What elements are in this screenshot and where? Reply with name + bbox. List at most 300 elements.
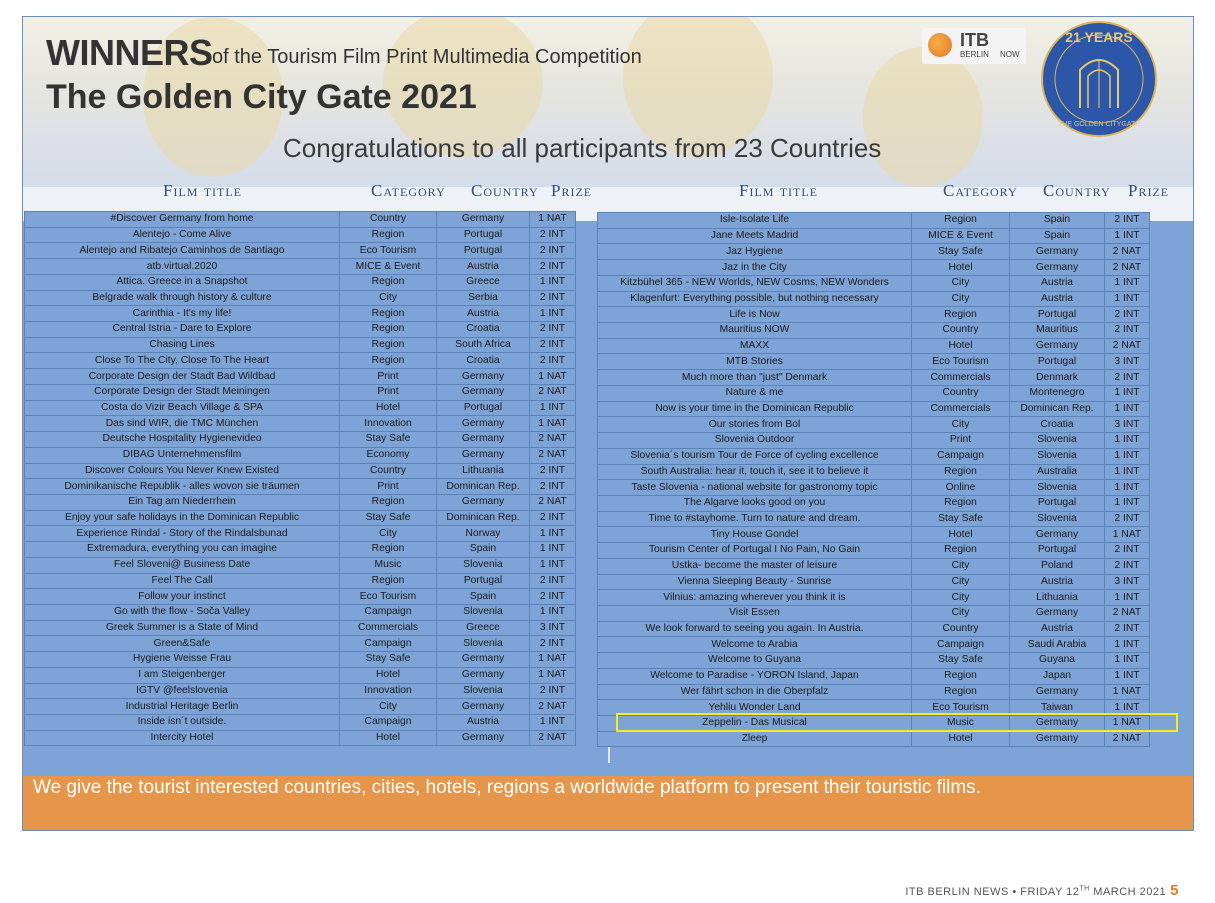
film-title-cell: Slovenia Outdoor (598, 433, 912, 449)
film-title-cell: Now is your time in the Dominican Republic (598, 401, 912, 417)
film-title-cell: Attica. Greece in a Snapshot (25, 274, 340, 290)
category-cell: Eco Tourism (912, 700, 1010, 716)
prize-cell: 2 NAT (530, 447, 576, 463)
film-title-cell: Jane Meets Madrid (598, 228, 912, 244)
film-title-cell: Vienna Sleeping Beauty - Sunrise (598, 574, 912, 590)
category-cell: Innovation (340, 416, 437, 432)
film-title-cell: South Australia: hear it, touch it, see it to believe it (598, 464, 912, 480)
table-row (25, 243, 576, 259)
country-cell: Norway (437, 526, 530, 542)
prize-cell: 3 INT (1105, 354, 1150, 370)
table-row (598, 511, 1150, 527)
category-cell: Hotel (912, 338, 1010, 354)
col-header-prize-right: Prize (1128, 181, 1170, 200)
country-cell: Serbia (437, 290, 530, 306)
itb-logo-now: NOW (1000, 50, 1020, 59)
country-cell: Germany (1010, 527, 1105, 543)
prize-cell: 1 NAT (1105, 527, 1150, 543)
category-cell: Print (912, 433, 1010, 449)
country-cell: Dominican Rep. (437, 510, 530, 526)
film-title-cell: Much more than "just" Denmark (598, 370, 912, 386)
category-cell: City (912, 275, 1010, 291)
film-title-cell: Chasing Lines (25, 337, 340, 353)
table-row (25, 699, 576, 715)
film-title-cell: Follow your instinct (25, 589, 340, 605)
table-row (598, 495, 1150, 511)
prize-cell: 2 INT (530, 683, 576, 699)
prize-cell: 2 INT (530, 322, 576, 338)
col-header-category-left: Category (371, 181, 446, 200)
prize-cell: 1 INT (530, 306, 576, 322)
film-title-cell: Hygiene Weisse Frau (25, 652, 340, 668)
category-cell: Campaign (912, 448, 1010, 464)
table-row (25, 322, 576, 338)
title-winners: WINNERS (46, 32, 213, 73)
category-cell: Region (912, 495, 1010, 511)
country-cell: Germany (437, 432, 530, 448)
prize-cell: 1 NAT (1105, 684, 1150, 700)
country-cell: Denmark (1010, 370, 1105, 386)
table-row (598, 370, 1150, 386)
prize-cell: 1 INT (530, 542, 576, 558)
table-row (598, 605, 1150, 621)
film-title-cell: Enjoy your safe holidays in the Dominican Republic (25, 510, 340, 526)
country-cell: Germany (437, 369, 530, 385)
country-cell: Germany (437, 652, 530, 668)
category-cell: Region (340, 306, 437, 322)
prize-cell: 2 INT (530, 589, 576, 605)
country-cell: Austria (1010, 291, 1105, 307)
country-cell: Montenegro (1010, 385, 1105, 401)
table-row (25, 447, 576, 463)
film-title-cell: Slovenia´s tourism Tour de Force of cycling excellence (598, 448, 912, 464)
film-title-cell: Carinthia - It's my life! (25, 306, 340, 322)
category-cell: Region (912, 213, 1010, 229)
category-cell: Campaign (340, 636, 437, 652)
category-cell: City (912, 590, 1010, 606)
prize-cell: 2 INT (1105, 213, 1150, 229)
film-title-cell: Costa do Vizir Beach Village & SPA (25, 400, 340, 416)
category-cell: MICE & Event (912, 228, 1010, 244)
category-cell: Country (912, 621, 1010, 637)
prize-cell: 3 INT (530, 620, 576, 636)
country-cell: Portugal (1010, 307, 1105, 323)
category-cell: Campaign (912, 637, 1010, 653)
film-title-cell: Klagenfurt: Everything possible, but nothing necessary (598, 291, 912, 307)
category-cell: Region (340, 274, 437, 290)
film-title-cell: Vilnius: amazing wherever you think it is (598, 590, 912, 606)
film-title-cell: Welcome to Paradise - YORON Island, Japan (598, 668, 912, 684)
film-title-cell: Corporate Design der Stadt Meiningen (25, 384, 340, 400)
film-title-cell: IGTV @feelslovenia (25, 683, 340, 699)
seal-years-text: 21 YEARS (1065, 29, 1133, 45)
country-cell: Austria (437, 306, 530, 322)
country-cell: Taiwan (1010, 700, 1105, 716)
country-cell: Slovenia (1010, 480, 1105, 496)
country-cell: Slovenia (437, 683, 530, 699)
film-title-cell: Corporate Design der Stadt Bad Wildbad (25, 369, 340, 385)
category-cell: Commercials (912, 370, 1010, 386)
country-cell: Slovenia (1010, 448, 1105, 464)
prize-cell: 2 INT (530, 636, 576, 652)
table-row (25, 667, 576, 683)
country-cell: Spain (1010, 228, 1105, 244)
highlighted-row-box (616, 713, 1178, 732)
category-cell: Commercials (912, 401, 1010, 417)
table-row (25, 526, 576, 542)
country-cell: Slovenia (1010, 433, 1105, 449)
prize-cell: 2 NAT (1105, 338, 1150, 354)
table-row (25, 306, 576, 322)
table-row (598, 558, 1150, 574)
country-cell: Germany (437, 699, 530, 715)
country-cell: Portugal (437, 400, 530, 416)
category-cell: Eco Tourism (340, 243, 437, 259)
table-row (598, 684, 1150, 700)
film-title-cell: Green&Safe (25, 636, 340, 652)
table-row (25, 510, 576, 526)
prize-cell: 2 INT (530, 290, 576, 306)
prize-cell: 1 NAT (530, 667, 576, 683)
prize-cell: 1 NAT (530, 212, 576, 228)
prize-cell: 2 INT (1105, 543, 1150, 559)
film-title-cell: Zleep (598, 731, 912, 747)
prize-cell: 3 INT (1105, 417, 1150, 433)
country-cell: Germany (1010, 605, 1105, 621)
film-title-cell: Zeppelin - Das Musical (598, 716, 912, 732)
film-title-cell: Feel The Call (25, 573, 340, 589)
table-row (598, 637, 1150, 653)
seal-name-text: THE GOLDEN CITYGATE (1058, 121, 1140, 128)
film-title-cell: The Algarve looks good on you (598, 495, 912, 511)
title-subtitle: of the Tourism Film Print Multimedia Competition (212, 46, 642, 68)
prize-cell: 1 NAT (530, 369, 576, 385)
category-cell: Region (340, 542, 437, 558)
country-cell: Portugal (1010, 354, 1105, 370)
table-row (25, 227, 576, 243)
prize-cell: 1 INT (530, 526, 576, 542)
publication-info: ITB BERLIN NEWS • FRIDAY 12 (905, 886, 1080, 898)
prize-cell: 2 INT (530, 337, 576, 353)
category-cell: Innovation (340, 683, 437, 699)
country-cell: Portugal (437, 243, 530, 259)
itb-logo-berlin: BERLIN (960, 50, 989, 59)
country-cell: Lithuania (1010, 590, 1105, 606)
country-cell: Slovenia (437, 604, 530, 620)
film-title-cell: Experience Rindal - Story of the Rindalsbunad (25, 526, 340, 542)
category-cell: Hotel (340, 730, 437, 746)
category-cell: Hotel (912, 731, 1010, 747)
film-title-cell: Life is Now (598, 307, 912, 323)
table-row (25, 400, 576, 416)
col-header-category-right: Category (943, 181, 1018, 200)
table-row (25, 259, 576, 275)
table-row (598, 590, 1150, 606)
country-cell: Germany (437, 447, 530, 463)
prize-cell: 1 INT (530, 274, 576, 290)
film-title-cell: Tourism Center of Portugal I No Pain, No Gain (598, 543, 912, 559)
table-row (25, 353, 576, 369)
country-cell: Mauritius (1010, 323, 1105, 339)
congratulations-text: Congratulations to all participants from 23 Countries (283, 133, 882, 163)
prize-cell: 2 INT (1105, 511, 1150, 527)
table-row (598, 417, 1150, 433)
prize-cell: 2 NAT (530, 494, 576, 510)
publication-date: MARCH 2021 (1089, 886, 1167, 898)
film-title-cell: MAXX (598, 338, 912, 354)
category-cell: Print (340, 369, 437, 385)
table-row (25, 715, 576, 731)
golden-citygate-seal (1040, 20, 1158, 138)
film-title-cell: Taste Slovenia - national website for gastronomy topic (598, 480, 912, 496)
col-header-country-right: Country (1043, 181, 1111, 200)
film-title-cell: Our stories from Bol (598, 417, 912, 433)
film-title-cell: Deutsche Hospitality Hygienevideo (25, 432, 340, 448)
table-row (598, 323, 1150, 339)
category-cell: City (912, 574, 1010, 590)
country-cell: Poland (1010, 558, 1105, 574)
country-cell: Portugal (437, 573, 530, 589)
country-cell: Slovenia (437, 557, 530, 573)
category-cell: City (912, 605, 1010, 621)
category-cell: Country (340, 212, 437, 228)
category-cell: Hotel (340, 667, 437, 683)
category-cell: City (340, 526, 437, 542)
country-cell: Greece (437, 620, 530, 636)
table-row (598, 354, 1150, 370)
category-cell: City (340, 699, 437, 715)
film-title-cell: Tiny House Gondel (598, 527, 912, 543)
category-cell: Music (912, 716, 1010, 732)
film-title-cell: Inside isn´t outside. (25, 715, 340, 731)
prize-cell: 2 INT (530, 479, 576, 495)
category-cell: Stay Safe (340, 432, 437, 448)
country-cell: Slovenia (437, 636, 530, 652)
prize-cell: 2 INT (530, 353, 576, 369)
category-cell: City (912, 558, 1010, 574)
country-cell: Germany (1010, 716, 1105, 732)
country-cell: Germany (1010, 244, 1105, 260)
table-row (598, 244, 1150, 260)
prize-cell: 2 INT (530, 463, 576, 479)
country-cell: Germany (1010, 260, 1105, 276)
prize-cell: 1 INT (1105, 668, 1150, 684)
table-row (598, 574, 1150, 590)
film-title-cell: Ustka- become the master of leisure (598, 558, 912, 574)
film-title-cell: Kitzbühel 365 - NEW Worlds, NEW Cosms, NEW Wonders (598, 275, 912, 291)
footer-text: We give the tourist interested countries, cities, hotels, regions a worldwide platform to present their touristic films. (33, 777, 981, 798)
category-cell: Economy (340, 447, 437, 463)
table-row (25, 494, 576, 510)
country-cell: Germany (437, 730, 530, 746)
table-row (25, 212, 576, 228)
globe-icon (928, 33, 952, 57)
film-title-cell: Discover Colours You Never Knew Existed (25, 463, 340, 479)
film-title-cell: Jaz Hygiene (598, 244, 912, 260)
prize-cell: 2 NAT (530, 730, 576, 746)
table-row (598, 291, 1150, 307)
table-row (598, 260, 1150, 276)
table-row (25, 290, 576, 306)
page-number: 5 (1170, 882, 1179, 899)
country-cell: Saudi Arabia (1010, 637, 1105, 653)
category-cell: City (340, 290, 437, 306)
prize-cell: 1 INT (1105, 480, 1150, 496)
prize-cell: 1 INT (530, 400, 576, 416)
table-row (25, 384, 576, 400)
col-header-prize-left: Prize (551, 181, 593, 200)
table-row (25, 683, 576, 699)
country-cell: Germany (437, 667, 530, 683)
category-cell: Stay Safe (340, 510, 437, 526)
table-row (598, 543, 1150, 559)
table-row (25, 730, 576, 746)
table-row (598, 653, 1150, 669)
country-cell: Austria (437, 715, 530, 731)
country-cell: Germany (437, 494, 530, 510)
country-cell: Austria (437, 259, 530, 275)
film-title-cell: #Discover Germany from home (25, 212, 340, 228)
table-row (25, 636, 576, 652)
prize-cell: 2 NAT (1105, 731, 1150, 747)
film-title-cell: Close To The City, Close To The Heart (25, 353, 340, 369)
table-row (598, 401, 1150, 417)
table-row (598, 448, 1150, 464)
country-cell: Australia (1010, 464, 1105, 480)
prize-cell: 2 INT (530, 259, 576, 275)
film-title-cell: Mauritius NOW (598, 323, 912, 339)
film-title-cell: DIBAG Unternehmensfilm (25, 447, 340, 463)
table-row (25, 557, 576, 573)
category-cell: Campaign (340, 715, 437, 731)
category-cell: Commercials (340, 620, 437, 636)
prize-cell: 1 INT (1105, 590, 1150, 606)
winners-table-left (24, 211, 575, 746)
prize-cell: 2 INT (1105, 307, 1150, 323)
category-cell: Hotel (912, 527, 1010, 543)
prize-cell: 1 INT (1105, 275, 1150, 291)
country-cell: Germany (1010, 338, 1105, 354)
category-cell: Region (912, 668, 1010, 684)
category-cell: Country (912, 385, 1010, 401)
category-cell: Music (340, 557, 437, 573)
country-cell: South Africa (437, 337, 530, 353)
category-cell: Eco Tourism (340, 589, 437, 605)
category-cell: Hotel (340, 400, 437, 416)
table-row (25, 274, 576, 290)
film-title-cell: Welcome to Arabia (598, 637, 912, 653)
film-title-cell: Dominikanische Republik - alles wovon sie träumen (25, 479, 340, 495)
category-cell: Region (912, 307, 1010, 323)
table-row (598, 307, 1150, 323)
table-row (25, 620, 576, 636)
category-cell: Stay Safe (912, 653, 1010, 669)
table-row (25, 337, 576, 353)
film-title-cell: Isle-Isolate Life (598, 213, 912, 229)
table-row (598, 621, 1150, 637)
itb-logo (922, 28, 1026, 64)
category-cell: Stay Safe (912, 511, 1010, 527)
table-row (25, 463, 576, 479)
country-cell: Lithuania (437, 463, 530, 479)
film-title-cell: Time to #stayhome. Turn to nature and dream. (598, 511, 912, 527)
category-cell: Print (340, 384, 437, 400)
category-cell: Eco Tourism (912, 354, 1010, 370)
film-title-cell: Greek Summer is a State of Mind (25, 620, 340, 636)
prize-cell: 1 INT (1105, 653, 1150, 669)
prize-cell: 1 INT (530, 557, 576, 573)
category-cell: Region (340, 573, 437, 589)
prize-cell: 1 NAT (1105, 716, 1150, 732)
prize-cell: 2 NAT (530, 384, 576, 400)
table-row (598, 433, 1150, 449)
country-cell: Germany (437, 384, 530, 400)
film-title-cell: Das sind WIR, die TMC München (25, 416, 340, 432)
film-title-cell: Alentejo - Come Alive (25, 227, 340, 243)
page-footer (905, 882, 1179, 899)
col-header-film-left: Film title (163, 181, 243, 200)
country-cell: Japan (1010, 668, 1105, 684)
film-title-cell: Visit Essen (598, 605, 912, 621)
prize-cell: 1 INT (530, 604, 576, 620)
table-row (25, 432, 576, 448)
category-cell: Region (912, 464, 1010, 480)
category-cell: Country (912, 323, 1010, 339)
country-cell: Portugal (437, 227, 530, 243)
country-cell: Germany (1010, 684, 1105, 700)
table-row (598, 668, 1150, 684)
film-title-cell: Belgrade walk through history & culture (25, 290, 340, 306)
country-cell: Spain (437, 589, 530, 605)
prize-cell: 1 INT (1105, 637, 1150, 653)
country-cell: Greece (437, 274, 530, 290)
category-cell: Stay Safe (340, 652, 437, 668)
col-header-film-right: Film title (739, 181, 819, 200)
country-cell: Germany (437, 416, 530, 432)
decorative-background (863, 47, 983, 187)
table-row (598, 527, 1150, 543)
category-cell: City (912, 417, 1010, 433)
prize-cell: 2 NAT (530, 432, 576, 448)
table-row (598, 385, 1150, 401)
prize-cell: 2 INT (1105, 323, 1150, 339)
winners-table-right (597, 212, 1149, 747)
category-cell: MICE & Event (340, 259, 437, 275)
film-title-cell: Ein Tag am Niederrhein (25, 494, 340, 510)
table-row (598, 480, 1150, 496)
film-title-cell: Jaz in the City (598, 260, 912, 276)
table-row (598, 213, 1150, 229)
category-cell: Hotel (912, 260, 1010, 276)
prize-cell: 2 NAT (1105, 605, 1150, 621)
category-cell: Region (912, 543, 1010, 559)
category-cell: Country (340, 463, 437, 479)
country-cell: Dominican Rep. (437, 479, 530, 495)
table-row (598, 228, 1150, 244)
film-title-cell: Feel Sloveni@ Business Date (25, 557, 340, 573)
country-cell: Austria (1010, 574, 1105, 590)
country-cell: Germany (437, 212, 530, 228)
category-cell: Region (340, 227, 437, 243)
country-cell: Portugal (1010, 543, 1105, 559)
table-row (25, 589, 576, 605)
prize-cell: 3 INT (1105, 574, 1150, 590)
table-row (25, 652, 576, 668)
country-cell: Austria (1010, 275, 1105, 291)
country-cell: Croatia (437, 353, 530, 369)
prize-cell: 2 NAT (530, 699, 576, 715)
table-row (25, 573, 576, 589)
